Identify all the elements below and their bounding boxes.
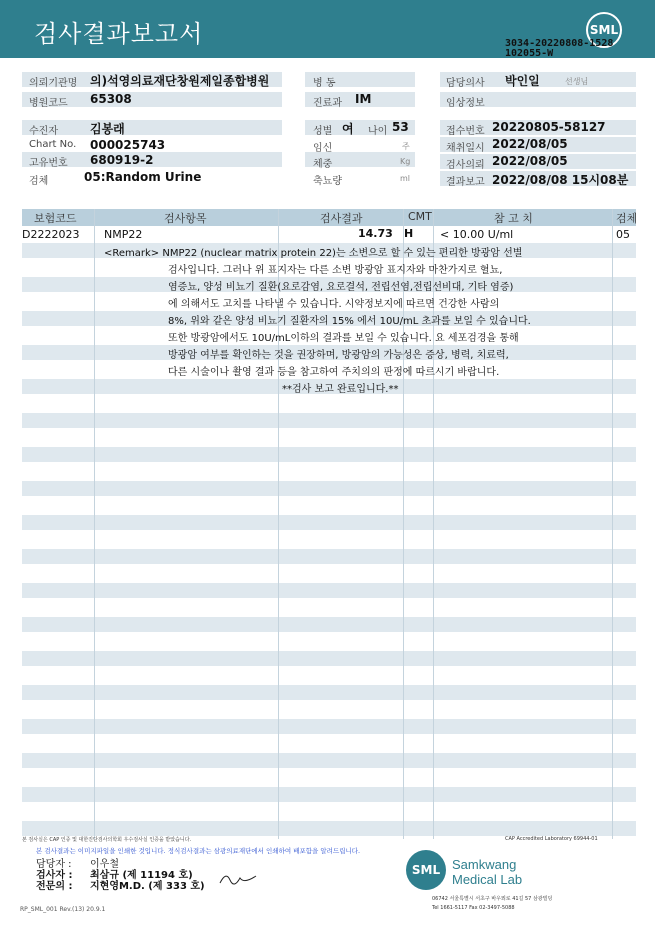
report-id: 3034-20220808-1528	[505, 38, 614, 49]
doctor-note: 선생님	[565, 77, 589, 86]
receipt-value: 20220805-58127	[492, 120, 606, 134]
remark-line: 검사입니다. 그러나 위 표지자는 다른 소변 방광암 표지자와 마찬가지로 혈뇨,	[168, 265, 503, 276]
org-label: 의뢰기관명	[29, 78, 78, 89]
preg-label: 임신	[313, 143, 333, 154]
col-specimen: 검체	[616, 212, 638, 225]
expert-label: 전문의 :	[36, 881, 73, 892]
urine-label: 축뇨량	[313, 176, 342, 187]
examiner-value: 최삼규 (제 11194 호)	[90, 870, 193, 881]
receipt-label: 접수번호	[446, 126, 485, 137]
col-item: 검사항목	[164, 212, 207, 225]
request-label: 검사의뢰	[446, 160, 485, 171]
dept-value: IM	[355, 92, 372, 106]
collect-label: 채취일시	[446, 143, 485, 154]
row-item: NMP22	[104, 228, 143, 241]
lab-phone: Tel 1661-5117 Fax 02-3497-5088	[432, 905, 515, 911]
remark-line: 염증뇨, 양성 비뇨기 질환(요로감염, 요로결석, 전립선염,전립선비대, 기타 염증)	[168, 282, 514, 293]
row-specimen: 05	[616, 228, 630, 241]
sex-value: 여	[342, 122, 354, 136]
samkwang-logo-icon: SML	[406, 850, 446, 890]
page-title: 검사결과보고서	[34, 20, 204, 48]
form-code: RP_SML_001 Rev.(13) 20.9.1	[20, 906, 106, 913]
table-row-band	[22, 583, 636, 598]
sml-logo-icon: SML	[586, 12, 622, 48]
age-label: 나이	[368, 126, 388, 137]
table-row-band	[22, 481, 636, 496]
manager-label: 담당자 :	[36, 859, 72, 870]
table-row-band	[22, 617, 636, 632]
remark-line: 또한 방광암에서도 10U/mL이하의 결과를 보일 수 있습니다. 요 세포검경을 통해	[168, 333, 519, 344]
table-row-band	[22, 753, 636, 768]
lab-name-2: Medical Lab	[452, 872, 523, 887]
col-reference: 참 고 치	[494, 212, 533, 225]
table-row-band	[22, 719, 636, 734]
lab-address: 06742 서울특별시 서초구 바우뫼로 41길 57 삼광빌딩	[432, 896, 553, 902]
table-row-band	[22, 685, 636, 700]
org-value: 의)석영의료재단창원제일종합병원	[90, 74, 270, 88]
unique-value: 680919-2	[90, 153, 154, 167]
remark-line: 8%, 위와 같은 양성 비뇨기 질환자의 15% 에서 10U/mL 초과를 보일 수 있습니다.	[168, 316, 531, 327]
doctor-label: 담당의사	[446, 78, 485, 89]
manager-value: 이우철	[90, 859, 119, 870]
table-row-band	[22, 787, 636, 802]
age-value: 53	[392, 120, 409, 134]
fine-print: 본 검사실은 CAP 인증 및 대한진단검사의학회 우수검사실 인증을 받았습니다.	[22, 837, 192, 843]
collect-value: 2022/08/05	[492, 137, 568, 151]
remark-line: 방광암 여부를 확인하는 것을 권장하며, 방광암의 가능성은 증상, 병력, 치료력,	[168, 350, 509, 361]
lab-name: Samkwang	[452, 857, 517, 872]
urine-unit: ml	[400, 174, 411, 183]
report-id-suffix: 102055-W	[505, 48, 554, 59]
chart-value: 000025743	[90, 138, 166, 152]
remark-line: 에 의해서도 고치를 나타낼 수 있습니다. 시약정보지에 따르면 건강한 사람의	[168, 299, 500, 310]
table-row-band	[22, 651, 636, 666]
patient-value: 김봉래	[90, 122, 125, 136]
col-code: 보험코드	[34, 212, 77, 225]
patient-label: 수진자	[29, 126, 58, 137]
table-row-band	[22, 447, 636, 462]
expert-value: 지현영M.D. (제 333 호)	[90, 881, 205, 892]
dept-label: 진료과	[313, 98, 342, 109]
preg-unit: 주	[402, 142, 410, 151]
report-date-label: 결과보고	[446, 177, 485, 188]
disclaimer: 본 검사결과는 이미지파일을 인쇄한 것입니다. 정식검사결과는 삼광의료재단에서 인쇄하여 배포함을 알려드립니다.	[36, 847, 361, 855]
hosp-code-value: 65308	[90, 92, 132, 106]
specimen-value: 05:Random Urine	[84, 170, 202, 184]
row-reference: < 10.00 U/ml	[440, 228, 514, 241]
doctor-value: 박인일	[505, 74, 540, 88]
specimen-label: 검체	[29, 176, 49, 187]
hosp-code-label: 병원코드	[29, 98, 68, 109]
row-code: D2222023	[22, 228, 80, 241]
sex-label: 성별	[313, 126, 333, 137]
row-flag: H	[404, 227, 414, 240]
request-value: 2022/08/05	[492, 154, 568, 168]
examiner-label: 검사자 :	[36, 870, 73, 881]
table-row-band	[22, 515, 636, 530]
clinical-label: 임상정보	[446, 98, 485, 109]
report-end-note: **검사 보고 완료입니다.**	[282, 384, 399, 395]
weight-unit: Kg	[400, 157, 411, 166]
table-row-band	[22, 413, 636, 428]
ward-label: 병 동	[313, 78, 336, 89]
report-date-value: 2022/08/08 15시08분	[492, 173, 629, 187]
signature-icon	[218, 868, 258, 888]
chart-label: Chart No.	[29, 139, 77, 150]
table-row-band	[22, 821, 636, 836]
weight-label: 체중	[313, 159, 333, 170]
cap-note: CAP Accredited Laboratory 69944-01	[505, 836, 598, 842]
row-result: 14.73	[358, 227, 393, 240]
col-result: 검사결과	[320, 212, 363, 225]
remark-line: <Remark> NMP22 (nuclear matrix protein 22)는 소변으로 할 수 있는 편리한 방광암 선별	[104, 248, 523, 259]
table-row-band	[22, 549, 636, 564]
unique-label: 고유번호	[29, 158, 68, 169]
remark-line: 다른 시술이나 촬영 결과 등을 참고하여 주치의의 판정에 따르시기 바랍니다.	[168, 367, 500, 378]
col-cmt: CMT	[408, 210, 432, 223]
